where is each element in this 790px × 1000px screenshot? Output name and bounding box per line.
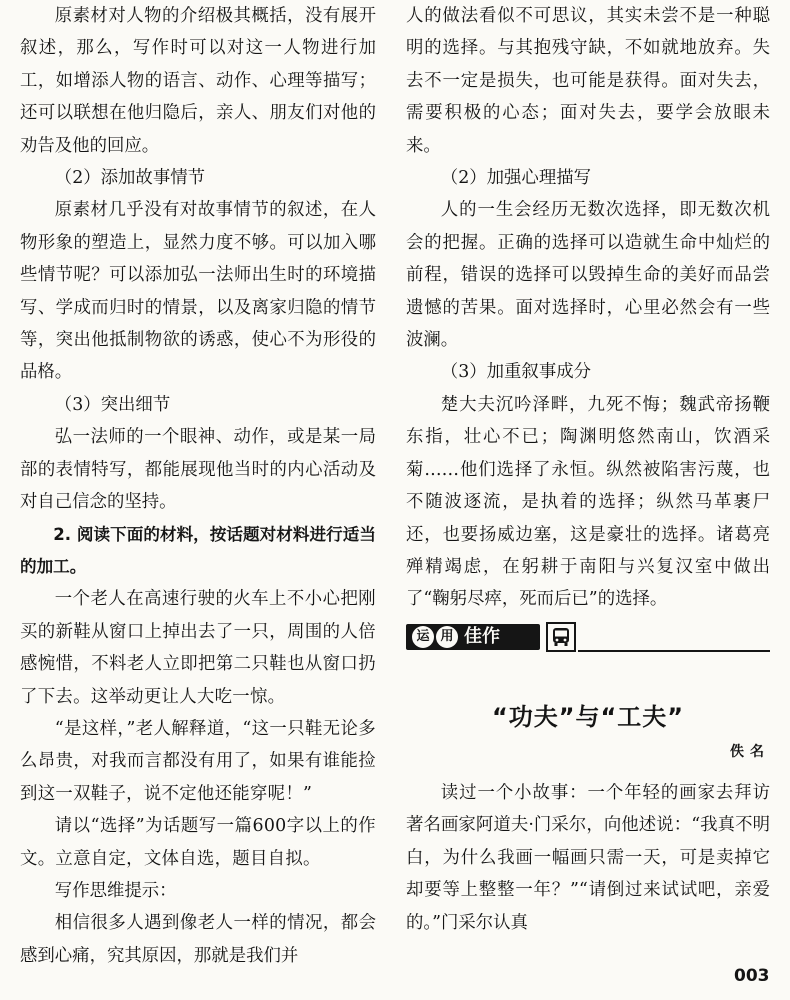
article-body [406,777,770,939]
subheading: （2）加强心理描写 [440,168,591,189]
article-author: 佚名 [730,744,770,760]
paragraph: 原素材对人物的介绍极其概括，没有展开叙述，那么，写作时可以对这一人物进行加工，如增添人物的语言、动作、心理等描写；还可以联想在他归隐后，亲人、朋友们对他的劝告及他的回应。 [20,6,376,156]
material-paragraph: 一个老人在高速行驶的火车上不小心把刚买的新鞋从窗口上掉出去了一只，周围的人倍感惋惜，不料老人立即把第二只鞋也从窗口扔了下去。这举动更让人大吃一惊。 [20,589,376,707]
banner-rule [578,650,770,652]
paragraph: 读过一个小故事：一个年轻的画家去拜访著名画家阿道夫·门采尔，向他述说：“我真不明白，为什么我画一幅画只需一天，可是卖掉它却要等上整整一年？”“请倒过来试试吧，亲爱的。”门采尔认真 [406,783,770,933]
paragraph: 人的一生会经历无数次选择，即无数次机会的把握。正确的选择可以造就生命中灿烂的前程，错误的选择可以毁掉生命的美好而品尝遗憾的苦果。面对选择时，心里必然会有一些波澜。 [406,200,770,351]
subheading: （3）加重叙事成分 [440,362,591,383]
question-heading: 2. 阅读下面的材料，按话题对材料进行适当的加工。 [20,524,376,576]
paragraph: 楚大夫沉吟泽畔，九死不悔；魏武帝扬鞭东指，壮心不已；陶渊明悠然南山，饮酒采菊……他们选择了永恒。纵然被陷害污蔑，也不随波逐流，是执着的选择；纵然马革裹尸还，也要扬威边塞，这是豪壮的选择。诸葛亮殚精竭虑，在躬耕于南阳与兴复汉室中做出了“鞠躬尽瘁，死而后已”的选择。 [406,394,770,610]
bus-icon [546,622,576,652]
banner-word: 佳作 [464,626,500,647]
subheading: （3）突出细节 [54,394,171,415]
left-column [20,0,376,972]
paragraph: 原素材几乎没有对故事情节的叙述，在人物形象的塑造上，显然力度不够。可以加入哪些情节呢？可以添加弘一法师出生时的环境描写、学成而归时的情景，以及离家归隐的情节等，突出他抵制物欲的诱惑，使心不为形役的品格。 [20,200,376,383]
page-number: 003 [734,966,770,986]
article-title: “功夫”与“工夫” [491,703,685,731]
material-paragraph: “是这样，”老人解释道，“这一只鞋无论多么昂贵，对我而言都没有用了，如果有谁能捡到这一双鞋子，说不定他还能穿呢！” [20,718,376,804]
tip-title: 写作思维提示： [54,880,177,901]
material-paragraph: 请以“选择”为话题写一篇600字以上的作文。立意自定，文体自选，题目自拟。 [20,816,376,869]
paragraph: 人的做法看似不可思议，其实未尝不是一种聪明的选择。与其抱残守缺，不如就地放弃。失去不一定是损失，也可能是获得。面对失去，需要积极的心态；面对失去，要学会放眼未来。 [406,6,770,156]
subheading: （2）添加故事情节 [54,168,205,189]
banner-circle-char: 运 [412,626,434,648]
section-banner [406,620,770,656]
banner-circle-char: 用 [436,626,458,648]
right-column [406,0,770,616]
paragraph: 弘一法师的一个眼神、动作，或是某一局部的表情特写，都能展现他当时的内心活动及对自己信念的坚持。 [20,427,376,513]
paragraph: 相信很多人遇到像老人一样的情况，都会感到心痛，究其原因，那就是我们并 [20,913,376,966]
